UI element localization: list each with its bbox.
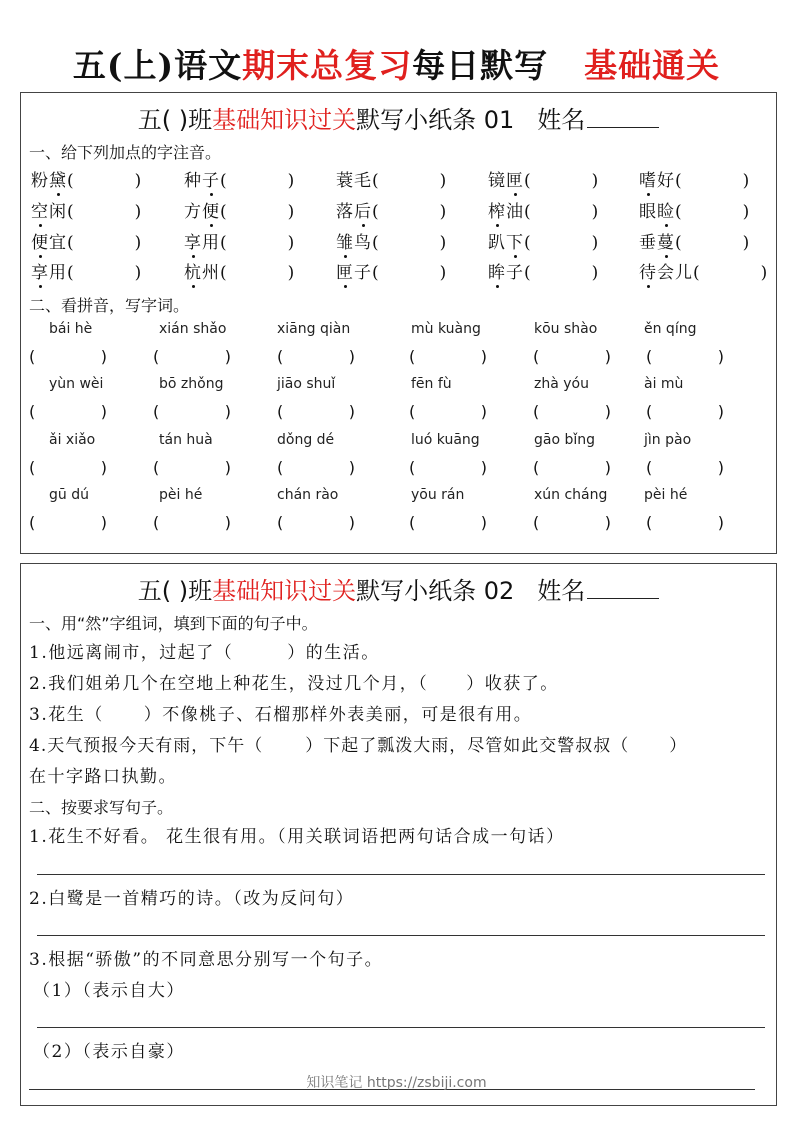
pinyin-label: bái hè bbox=[49, 321, 93, 337]
bracket-close: ) bbox=[591, 202, 600, 222]
pinyin-row bbox=[29, 376, 774, 398]
word-char: 下 bbox=[506, 233, 524, 253]
word-char: 趴 bbox=[488, 233, 506, 253]
answer-bracket-row bbox=[29, 402, 774, 424]
bracket-close: ) bbox=[591, 263, 600, 283]
answer-bracket[interactable]: ( ) bbox=[277, 513, 355, 532]
answer-bracket-row bbox=[29, 347, 774, 369]
word-char: 便 bbox=[31, 233, 49, 253]
zhuyin-item bbox=[488, 166, 599, 191]
bracket-close: ) bbox=[591, 233, 600, 253]
answer-bracket[interactable]: ( ) bbox=[153, 458, 231, 477]
word-char: 享 bbox=[31, 263, 49, 283]
pinyin-label: ài mù bbox=[644, 376, 684, 392]
word-char: 毛 bbox=[354, 171, 372, 191]
bracket-close: ) bbox=[439, 233, 448, 253]
pinyin-row bbox=[29, 432, 774, 454]
answer-bracket[interactable]: ( ) bbox=[153, 513, 231, 532]
zhuyin-item bbox=[488, 228, 599, 253]
bracket-close: ) bbox=[134, 202, 143, 222]
bracket-open: ( bbox=[372, 233, 380, 253]
word-char: 落 bbox=[336, 202, 354, 222]
bracket-open: ( bbox=[372, 202, 380, 222]
pinyin-label: chán rào bbox=[277, 487, 339, 503]
word-char: 粉 bbox=[31, 171, 49, 191]
bracket-close: ) bbox=[742, 202, 751, 222]
answer-bracket[interactable]: ( ) bbox=[277, 347, 355, 366]
class-label: 五( )班 bbox=[137, 106, 213, 134]
word-char: 蔓 bbox=[657, 233, 675, 253]
bracket-open: ( bbox=[67, 171, 75, 191]
word-char: 方 bbox=[184, 202, 202, 222]
zhuyin-item bbox=[31, 228, 142, 253]
bracket-open: ( bbox=[524, 171, 532, 191]
word-char: 州 bbox=[202, 263, 220, 283]
dictation-sheet-02 bbox=[20, 563, 777, 1106]
bracket-open: ( bbox=[220, 233, 228, 253]
class-label: 五( )班 bbox=[137, 577, 213, 605]
word-char: 嗜 bbox=[639, 171, 657, 191]
title-part2: 期末总复习 bbox=[242, 46, 413, 85]
bracket-open: ( bbox=[675, 202, 683, 222]
pinyin-label: jiāo shuǐ bbox=[277, 376, 336, 392]
zhuyin-item bbox=[488, 197, 599, 222]
sentence-task-2: 2.白鹭是一首精巧的诗。（改为反问句） bbox=[29, 889, 355, 909]
bracket-open: ( bbox=[524, 233, 532, 253]
sheet2-header-rest: 默写小纸条 02 bbox=[356, 577, 515, 605]
section-zhuyin-heading: 一、给下列加点的字注音。 bbox=[29, 143, 222, 162]
word-char: 雏 bbox=[336, 233, 354, 253]
sheet1-header bbox=[21, 100, 776, 135]
zhuyin-item bbox=[336, 258, 447, 283]
word-char: 享 bbox=[184, 233, 202, 253]
question-4-continued: 在十字路口执勤。 bbox=[29, 767, 177, 787]
bracket-close: ) bbox=[287, 263, 296, 283]
sentence-task-3-1: （1）（表示自大） bbox=[33, 981, 185, 1001]
answer-bracket[interactable]: ( ) bbox=[409, 513, 487, 532]
zhuyin-item bbox=[184, 197, 295, 222]
word-char: 空 bbox=[31, 202, 49, 222]
answer-line-1[interactable] bbox=[37, 874, 765, 875]
pinyin-label: jìn pào bbox=[644, 432, 692, 448]
zhuyin-row bbox=[31, 228, 776, 254]
answer-bracket[interactable]: ( ) bbox=[409, 458, 487, 477]
bracket-close: ) bbox=[439, 202, 448, 222]
zhuyin-item bbox=[31, 166, 142, 191]
bracket-close: ) bbox=[439, 263, 448, 283]
word-char: 匣 bbox=[506, 171, 524, 191]
pinyin-label: xián shǎo bbox=[159, 321, 227, 337]
pinyin-label: xún cháng bbox=[534, 487, 608, 503]
word-char: 子 bbox=[354, 263, 372, 283]
word-char: 匣 bbox=[336, 263, 354, 283]
sheet1-header-red: 基础知识过关 bbox=[212, 106, 357, 134]
bracket-close: ) bbox=[134, 233, 143, 253]
pinyin-label: yōu rán bbox=[411, 487, 465, 503]
bracket-open: ( bbox=[220, 202, 228, 222]
answer-bracket[interactable]: ( ) bbox=[646, 347, 724, 366]
bracket-open: ( bbox=[372, 263, 380, 283]
sheet2-header bbox=[21, 571, 776, 606]
zhuyin-item bbox=[639, 166, 750, 191]
pinyin-label: mù kuàng bbox=[411, 321, 481, 337]
word-char: 眸 bbox=[488, 263, 506, 283]
zhuyin-item bbox=[31, 258, 142, 283]
bracket-close: ) bbox=[287, 202, 296, 222]
word-char: 好 bbox=[657, 171, 675, 191]
section-pinyin-heading: 二、看拼音，写字词。 bbox=[29, 296, 190, 315]
word-char: 后 bbox=[354, 202, 372, 222]
word-char: 镜 bbox=[488, 171, 506, 191]
bracket-close: ) bbox=[439, 171, 448, 191]
pinyin-row bbox=[29, 487, 774, 509]
zhuyin-item bbox=[639, 197, 750, 222]
bracket-close: ) bbox=[760, 263, 769, 283]
answer-bracket[interactable]: ( ) bbox=[409, 402, 487, 421]
pinyin-label: pèi hé bbox=[159, 487, 203, 503]
bracket-open: ( bbox=[675, 171, 683, 191]
word-char: 闲 bbox=[49, 202, 67, 222]
pinyin-label: gāo bǐng bbox=[534, 432, 596, 448]
sheet2-header-red: 基础知识过关 bbox=[212, 577, 357, 605]
word-char: 待 bbox=[639, 263, 657, 283]
answer-bracket[interactable]: ( ) bbox=[533, 402, 611, 421]
sentence-task-3-2: （2）（表示自豪） bbox=[33, 1042, 185, 1062]
pinyin-row bbox=[29, 321, 774, 343]
word-char: 鸟 bbox=[354, 233, 372, 253]
word-char: 便 bbox=[202, 202, 220, 222]
pinyin-label: tán huà bbox=[159, 432, 213, 448]
section-ran-heading: 一、用“然”字组词，填到下面的句子中。 bbox=[29, 614, 318, 633]
answer-bracket-row bbox=[29, 513, 774, 535]
bracket-open: ( bbox=[220, 171, 228, 191]
name-label: 姓名 bbox=[537, 106, 586, 134]
zhuyin-item bbox=[184, 228, 295, 253]
word-char: 会儿 bbox=[657, 263, 693, 283]
name-blank[interactable] bbox=[587, 577, 659, 599]
word-char: 用 bbox=[49, 263, 67, 283]
zhuyin-row bbox=[31, 166, 776, 192]
bracket-close: ) bbox=[287, 233, 296, 253]
pinyin-label: gū dú bbox=[49, 487, 89, 503]
dictation-sheet-01 bbox=[20, 92, 777, 554]
bracket-open: ( bbox=[67, 263, 75, 283]
zhuyin-item bbox=[639, 228, 750, 253]
answer-bracket[interactable]: ( ) bbox=[533, 513, 611, 532]
zhuyin-item bbox=[639, 258, 768, 283]
answer-bracket[interactable]: ( ) bbox=[277, 458, 355, 477]
answer-bracket[interactable]: ( ) bbox=[277, 402, 355, 421]
bracket-open: ( bbox=[524, 263, 532, 283]
pinyin-label: dǒng dé bbox=[277, 432, 335, 448]
answer-bracket[interactable]: ( ) bbox=[153, 402, 231, 421]
bracket-close: ) bbox=[742, 171, 751, 191]
answer-bracket[interactable]: ( ) bbox=[153, 347, 231, 366]
zhuyin-item bbox=[336, 197, 447, 222]
title-part1: 五(上)语文 bbox=[72, 46, 243, 85]
word-char: 榨 bbox=[488, 202, 506, 222]
word-char: 宜 bbox=[49, 233, 67, 253]
word-char: 蓑 bbox=[336, 171, 354, 191]
answer-bracket[interactable]: ( ) bbox=[646, 513, 724, 532]
answer-bracket[interactable]: ( ) bbox=[29, 402, 107, 421]
name-label: 姓名 bbox=[537, 577, 586, 605]
zhuyin-item bbox=[184, 166, 295, 191]
pinyin-label: kōu shào bbox=[534, 321, 598, 337]
bracket-open: ( bbox=[693, 263, 701, 283]
bracket-open: ( bbox=[220, 263, 228, 283]
bracket-close: ) bbox=[134, 263, 143, 283]
answer-bracket[interactable]: ( ) bbox=[29, 513, 107, 532]
pinyin-label: luó kuāng bbox=[411, 432, 480, 448]
word-char: 种 bbox=[184, 171, 202, 191]
pinyin-label: yùn wèi bbox=[49, 376, 104, 392]
word-char: 子 bbox=[506, 263, 524, 283]
name-blank[interactable] bbox=[587, 106, 659, 128]
title-part3: 每日默写 bbox=[412, 46, 549, 85]
title-part4: 基础通关 bbox=[584, 46, 721, 85]
bracket-close: ) bbox=[742, 233, 751, 253]
answer-line-3[interactable] bbox=[37, 1027, 765, 1028]
sentence-task-3: 3.根据“骄傲”的不同意思分别写一个句子。 bbox=[29, 950, 384, 970]
zhuyin-item bbox=[336, 166, 447, 191]
question-3: 3.花生（ ）不像桃子、石榴那样外表美丽，可是很有用。 bbox=[29, 705, 533, 725]
answer-bracket[interactable]: ( ) bbox=[646, 458, 724, 477]
pinyin-label: zhà yóu bbox=[534, 376, 589, 392]
zhuyin-row bbox=[31, 197, 776, 223]
word-char: 用 bbox=[202, 233, 220, 253]
word-char: 睑 bbox=[657, 202, 675, 222]
word-char: 黛 bbox=[49, 171, 67, 191]
zhuyin-row bbox=[31, 258, 776, 284]
answer-bracket[interactable]: ( ) bbox=[29, 458, 107, 477]
question-1: 1.他远离闹市，过起了（ ）的生活。 bbox=[29, 643, 380, 663]
bracket-open: ( bbox=[67, 233, 75, 253]
bracket-open: ( bbox=[67, 202, 75, 222]
word-char: 眼 bbox=[639, 202, 657, 222]
section-sentences-heading: 二、按要求写句子。 bbox=[29, 798, 174, 817]
zhuyin-item bbox=[336, 228, 447, 253]
pinyin-label: bō zhǒng bbox=[159, 376, 224, 392]
answer-bracket-row bbox=[29, 458, 774, 480]
word-char: 子 bbox=[202, 171, 220, 191]
word-char: 杭 bbox=[184, 263, 202, 283]
bracket-close: ) bbox=[134, 171, 143, 191]
question-2: 2.我们姐弟几个在空地上种花生，没过几个月，（ ）收获了。 bbox=[29, 674, 559, 694]
question-4: 4.天气预报今天有雨，下午（ ）下起了瓢泼大雨，尽管如此交警叔叔（ ） bbox=[29, 736, 688, 756]
zhuyin-item bbox=[31, 197, 142, 222]
zhuyin-item bbox=[184, 258, 295, 283]
word-char: 垂 bbox=[639, 233, 657, 253]
answer-bracket[interactable]: ( ) bbox=[646, 402, 724, 421]
bracket-open: ( bbox=[524, 202, 532, 222]
answer-bracket[interactable]: ( ) bbox=[533, 347, 611, 366]
answer-bracket[interactable]: ( ) bbox=[29, 347, 107, 366]
pinyin-label: ǎi xiǎo bbox=[49, 432, 96, 448]
pinyin-label: fēn fù bbox=[411, 376, 452, 392]
pinyin-label: xiāng qiàn bbox=[277, 321, 351, 337]
sentence-task-1: 1.花生不好看。 花生很有用。（用关联词语把两句话合成一句话） bbox=[29, 827, 565, 847]
answer-bracket[interactable]: ( ) bbox=[533, 458, 611, 477]
bracket-close: ) bbox=[591, 171, 600, 191]
answer-bracket[interactable]: ( ) bbox=[409, 347, 487, 366]
pinyin-label: pèi hé bbox=[644, 487, 688, 503]
pinyin-label: ěn qíng bbox=[644, 321, 697, 337]
page-title bbox=[0, 40, 793, 87]
word-char: 油 bbox=[506, 202, 524, 222]
bracket-open: ( bbox=[372, 171, 380, 191]
bracket-open: ( bbox=[675, 233, 683, 253]
bracket-close: ) bbox=[287, 171, 296, 191]
footer-watermark: 知识笔记 https://zsbiji.com bbox=[306, 1075, 487, 1091]
zhuyin-item bbox=[488, 258, 599, 283]
answer-line-2[interactable] bbox=[37, 935, 765, 936]
sheet1-header-rest: 默写小纸条 01 bbox=[356, 106, 515, 134]
